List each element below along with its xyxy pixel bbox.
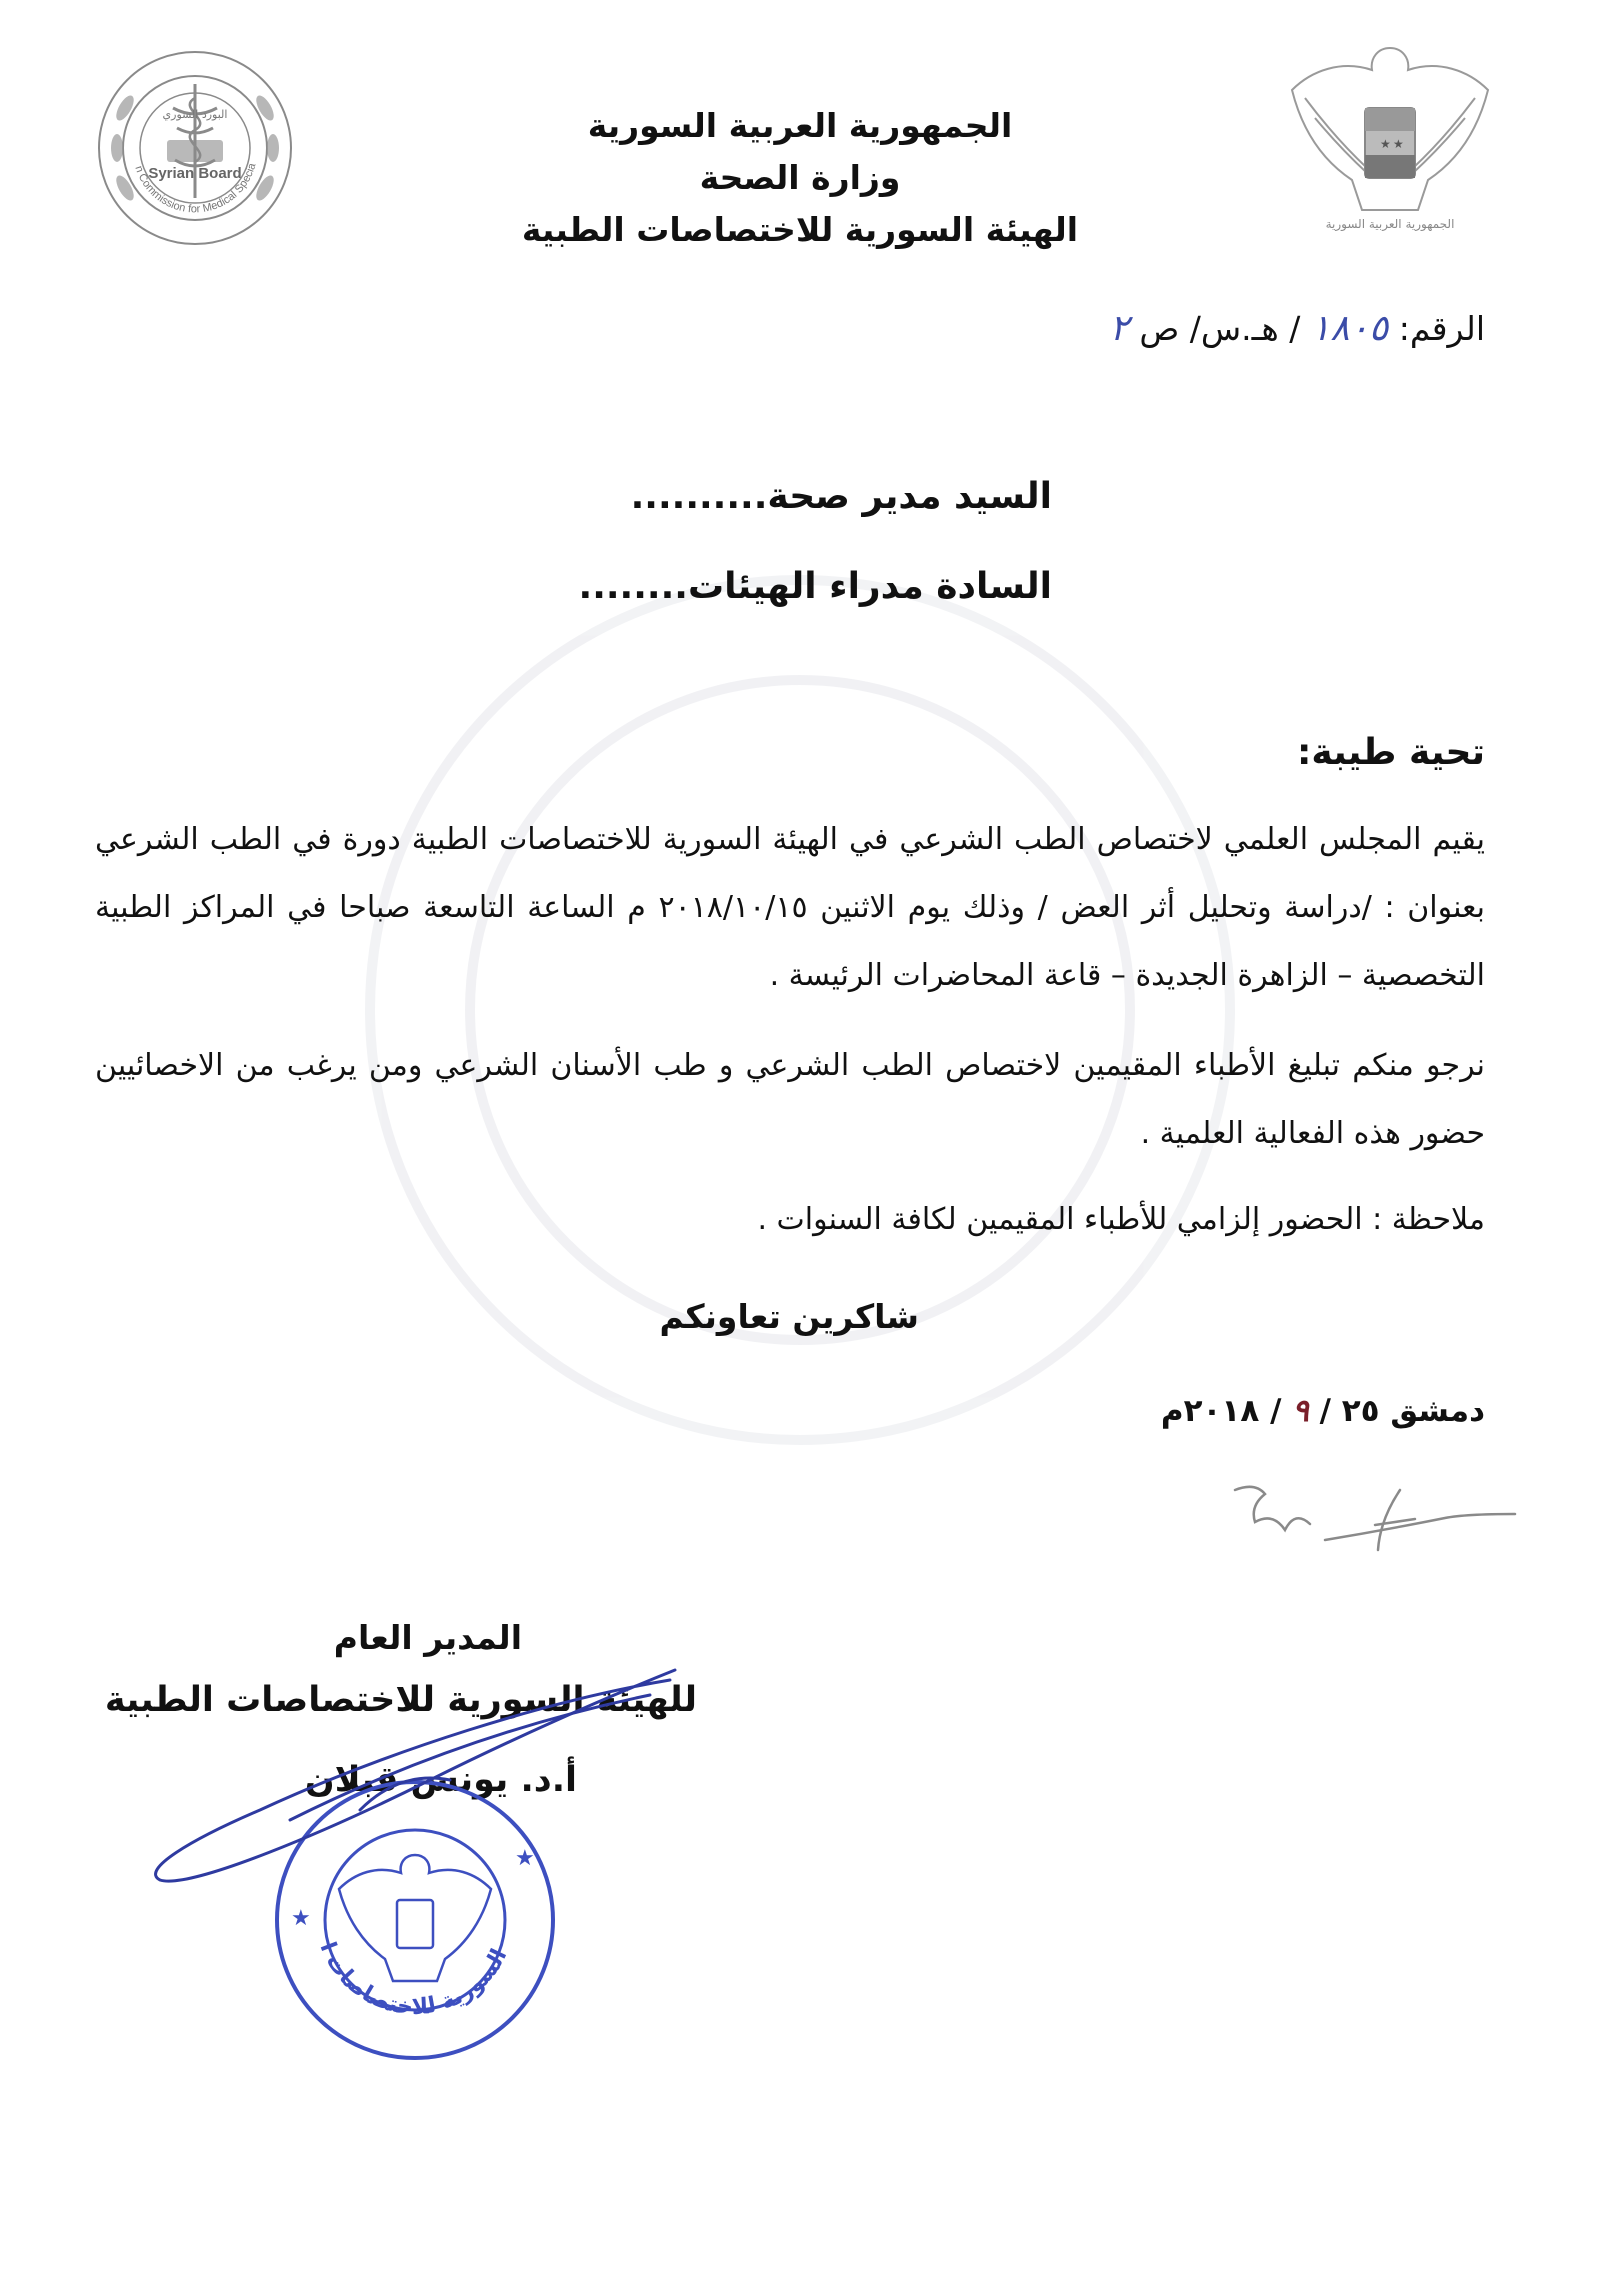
- reference-suffix: / هـ.س/ ص: [1139, 309, 1301, 348]
- reference-mark-handwritten: ٢: [1109, 308, 1129, 349]
- logo-brand: Syrian Board: [148, 165, 242, 182]
- letterhead: [480, 100, 1120, 256]
- date-city: دمشق: [1390, 1393, 1485, 1429]
- svg-text:★: ★: [1393, 137, 1404, 151]
- coat-of-arms-emblem: [1275, 38, 1505, 248]
- header-country: الجمهورية العربية السورية: [587, 106, 1013, 145]
- syrian-board-logo: [91, 39, 295, 248]
- svg-text:★: ★: [291, 1906, 311, 1931]
- letter-date: دمشق ٢٥ / ٩ / ٢٠١٨م: [1160, 1393, 1485, 1429]
- handwritten-signature: [130, 1640, 690, 1900]
- header-commission: الهيئة السورية للاختصاصات الطبية: [521, 210, 1079, 249]
- signatory-name: أ.د. يونس قبلان: [304, 1760, 577, 1800]
- reference-label: الرقم:: [1398, 309, 1485, 348]
- closing-thanks: شاكرين تعاونكم: [659, 1297, 919, 1336]
- reference-number: [1110, 308, 1485, 349]
- reference-number-handwritten: ١٨٠٥: [1310, 308, 1389, 349]
- attendance-note: ملاحظة : الحضور إلزامي للأطباء المقيمين لكافة السنوات .: [757, 1202, 1485, 1237]
- addressee-health-director: السيد مدير صحة..........: [630, 476, 1052, 517]
- logo-arabic: البورد السوري: [162, 108, 228, 121]
- emblem-caption: الجمهورية العربية السورية: [1325, 217, 1455, 231]
- stamp-text: الهيئة السورية للاختصاصات الطبية: [254, 1751, 516, 2021]
- date-year: ٢٠١٨م: [1160, 1393, 1260, 1429]
- body-paragraph-course: يقيم المجلس العلمي لاختصاص الطب الشرعي في الهيئة السورية للاختصاصات الطبية دورة في الطب الشرعي بعنوان : /دراسة وتحليل أثر العض / وذلك يوم الاثنين ٢٠١٨/١٠/١٥ م الساعة التاسعة صباحا في المراكز الطبية التخصصية – الزاهرة الجديدة – قاعة المحاضرات الرئيسة .: [95, 822, 1485, 993]
- svg-text:★: ★: [1380, 137, 1391, 151]
- logo-arc-text: Syrian Commission for Medical Specialities: [91, 39, 259, 216]
- signatory-organization: للهيئة السورية للاختصاصات الطبية: [104, 1680, 697, 1720]
- addressee-commission-directors: السادة مدراء الهيئات........: [578, 566, 1052, 607]
- date-month-handwritten: ٩: [1292, 1393, 1309, 1429]
- pencil-initials: [1225, 1470, 1525, 1560]
- header-ministry: وزارة الصحة: [699, 158, 901, 197]
- date-day: ٢٥: [1341, 1393, 1380, 1429]
- signatory-title: المدير العام: [333, 1618, 522, 1657]
- svg-text:Syrian Commission for Medical: [91, 39, 258, 215]
- svg-text:★: ★: [515, 1846, 535, 1871]
- greeting: تحية طيبة:: [1296, 732, 1485, 773]
- body-paragraph-request: نرجو منكم تبليغ الأطباء المقيمين لاختصاص الطب الشرعي و طب الأسنان الشرعي ومن يرغب من الاخصائيين حضور هذه الفعالية العلمية .: [95, 1048, 1485, 1151]
